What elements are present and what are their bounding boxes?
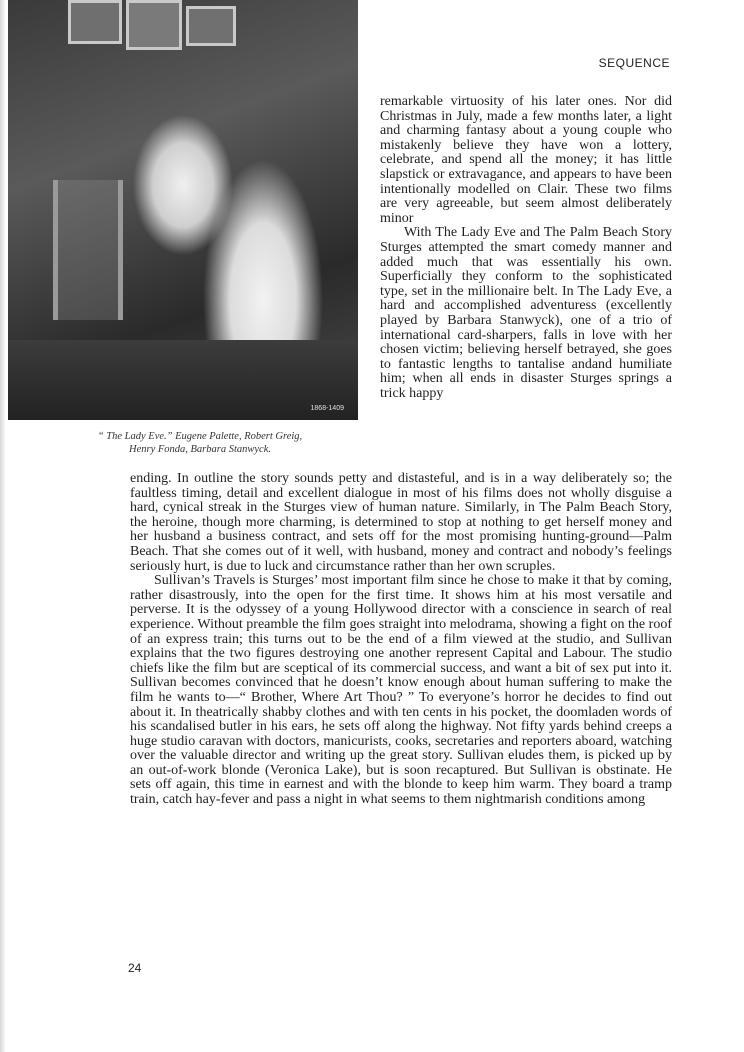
wall-picture-frame — [186, 6, 236, 46]
film-still-photo — [8, 0, 358, 420]
full-width-text — [130, 472, 672, 808]
caption-line: “ The Lady Eve.” Eugene Palette, Robert Greig, — [97, 431, 303, 442]
page-edge — [0, 0, 6, 1052]
page-number: 24 — [128, 961, 142, 975]
running-header: SEQUENCE — [598, 56, 670, 70]
photo-caption — [40, 430, 360, 456]
paragraph: remarkable virtuosity of his later ones. Nor did Christmas in July, made a few months later, a light and charming fantasy about a young couple who mistakenly believe they have won a lottery, celebrate, and spend all the money; it has little slapstick or extravagance, and appears to have been intentionally modelled on Clair. These two films are very agreeable, but seem almost deliberately minor — [380, 94, 672, 226]
right-column-text — [380, 95, 672, 401]
photo-stamp: 1868-1409 — [310, 405, 344, 412]
wall-picture-frame — [68, 0, 122, 44]
paragraph: With The Lady Eve and The Palm Beach Story Sturges attempted the smart comedy manner and added much that was essentially his own. Superficially they conform to the sophisticated type, set in the millionaire belt. In The Lady Eve, a hard and accomplished adventuress (excellently played by Barbara Stanwyck), one of a trio of international card-sharpers, falls in love with her chosen victim; believing herself betrayed, she goes to fantastic lengths to tantalise andand humiliate him; when all ends in disaster Sturges springs a trick happy — [380, 225, 672, 401]
paragraph: Sullivan’s Travels is Sturges’ most important film since he chose to make it that by coming, rather disastrously, into the open for the first time. It shows him at his most versatile and perverse. It is the odyssey of a young Hollywood director with a conscience in search of real experience. Without preamble the film goes straight into melodrama, showing a fight on the roof of an express train; this turns out to be the end of a film viewed at the studio, and Sullivan explains that the two figures destroying one another represent Capital and Labour. The studio chiefs like the film but are sceptical of its commercial success, and want a bit of sex put into it. Sullivan becomes convinced that he doesn’t know enough about human suffering to make the film he wants to—“ Brother, Where Art Thou? ” To everyone’s horror he decides to find out about it. In theatrically shabby clothes and with ten cents in his pocket, the doomladen words of his scandalised butler in his ears, he sets off along the highway. Not fifty yards behind creeps a huge studio caravan with doctors, manicurists, cooks, secretaries and reporters aboard, watching over the valuable director and writing up the great story. Sullivan eludes them, is picked up by an out-of-work blonde (Veronica Lake), but is soon recaptured. But Sullivan is obstinate. He sets off again, this time in earnest and with the blonde to keep him warm. They board a tramp train, catch hay-fever and pass a night in what seems to them nightmarish conditions among — [130, 573, 672, 808]
wall-picture-frame — [126, 0, 182, 50]
chair-shape — [53, 180, 123, 320]
paragraph: ending. In outline the story sounds petty and distasteful, and is in a way deliberately so; the faultless timing, detail and excellent dialogue in most of his films does not wholly disguise a hard, cynical streak in the Sturges view of human nature. Similarly, in The Palm Beach Story, the heroine, though more charming, is determined to stop at nothing to get herself money and her husband a business contract, and sets off for the most promising hunting-ground—Palm Beach. That she comes out of it well, with husband, money and contract and nobody’s feelings seriously hurt, is due to luck and circumstance rather than her own scruples. — [130, 471, 672, 574]
caption-line: Henry Fonda, Barbara Stanwyck. — [128, 444, 272, 455]
floor-shape — [8, 340, 358, 420]
